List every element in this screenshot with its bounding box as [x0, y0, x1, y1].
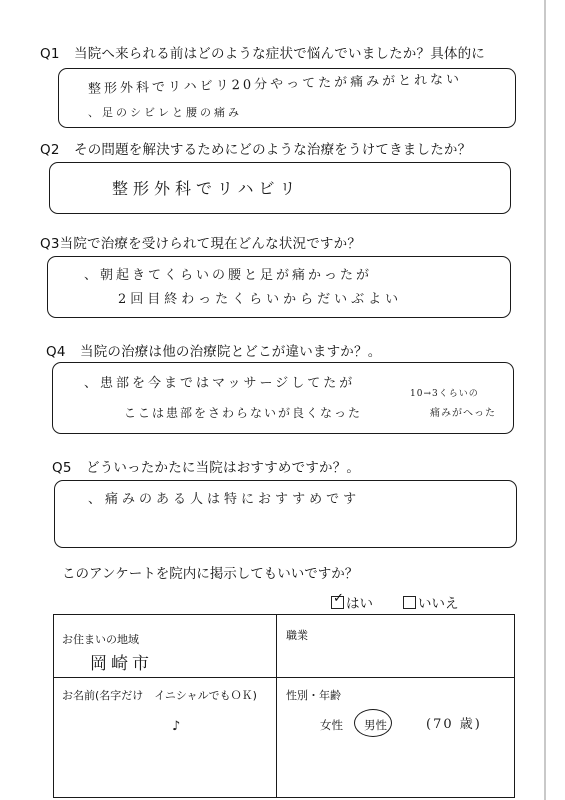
consent-yes-checkbox[interactable]: [331, 591, 344, 609]
table-divider-vertical: [276, 615, 277, 797]
gender-male: 男性: [364, 718, 387, 732]
answer-3-line-2: 2回目終わったくらいからだいぶよい: [118, 292, 403, 307]
check-mark-icon: ✓: [333, 591, 344, 606]
page-edge: [544, 0, 546, 800]
answer-3-line-1: 、朝起きてくらいの腰と足が痛かったが: [84, 268, 373, 283]
answer-4-note-2: 痛みがへった: [430, 408, 496, 419]
answer-5-line-1: 、痛みのある人は特におすすめです: [88, 492, 361, 507]
question-1-text: 当院へ来られる前はどのような症状で悩んでいましたか？具体的に: [74, 46, 485, 62]
job-label: 職業: [286, 629, 308, 642]
question-3-number: Q3: [40, 236, 60, 252]
answer-4-line-1: 、患部を今まではマッサージしてたが: [84, 376, 356, 391]
consent-no-checkbox[interactable]: [403, 596, 416, 609]
question-5-number: Q5: [52, 460, 72, 476]
table-divider-horizontal: [54, 677, 514, 678]
name-label: お名前(名字だけ イニシャルでもＯＫ): [62, 689, 257, 702]
answer-1-line-2: 、足のシビレと腰の痛み: [88, 106, 242, 119]
gender-circle-mark: [354, 709, 392, 737]
gender-female: 女性: [320, 718, 343, 732]
age-value: (70 歳): [426, 717, 482, 732]
answer-2-line-1: 整形外科でリハビリ: [112, 179, 301, 198]
answer-1-line-1: 整形外科でリハビリ20分やってたが痛みがとれない: [87, 72, 463, 97]
question-1-number: Q1: [40, 46, 60, 62]
question-4-number: Q4: [46, 344, 66, 360]
question-3-text: 当院で治療を受けられて現在どんな状況ですか？: [59, 236, 362, 252]
address-value: 岡崎市: [90, 654, 153, 674]
question-5: [52, 456, 360, 476]
question-5-text: どういったかたに当院はおすすめですか？。: [86, 460, 361, 476]
consent-no-option[interactable]: [403, 592, 459, 612]
name-value: ♪: [172, 719, 184, 734]
question-2: [40, 138, 471, 158]
question-3: [40, 232, 361, 252]
answer-4-line-2: ここは患部をさわらないが良くなった: [124, 406, 363, 420]
info-table: [53, 614, 515, 798]
answer-4-note-1: 10→3くらいの: [410, 389, 479, 399]
consent-yes-option[interactable]: [331, 592, 373, 612]
consent-question: このアンケートを院内に掲示してもいいですか？: [62, 566, 359, 582]
question-4: [46, 340, 381, 360]
consent-yes-label: はい: [346, 596, 373, 612]
consent-no-label: いいえ: [418, 596, 459, 612]
question-4-text: 当院の治療は他の治療院とどこが違いますか？。: [80, 344, 382, 360]
address-label: お住まいの地域: [62, 633, 139, 646]
question-2-number: Q2: [40, 142, 60, 158]
question-1: [40, 42, 485, 62]
question-2-text: その問題を解決するためにどのような治療をうけてきましたか？: [74, 142, 472, 158]
gender-age-label: 性別・年齢: [286, 689, 341, 702]
